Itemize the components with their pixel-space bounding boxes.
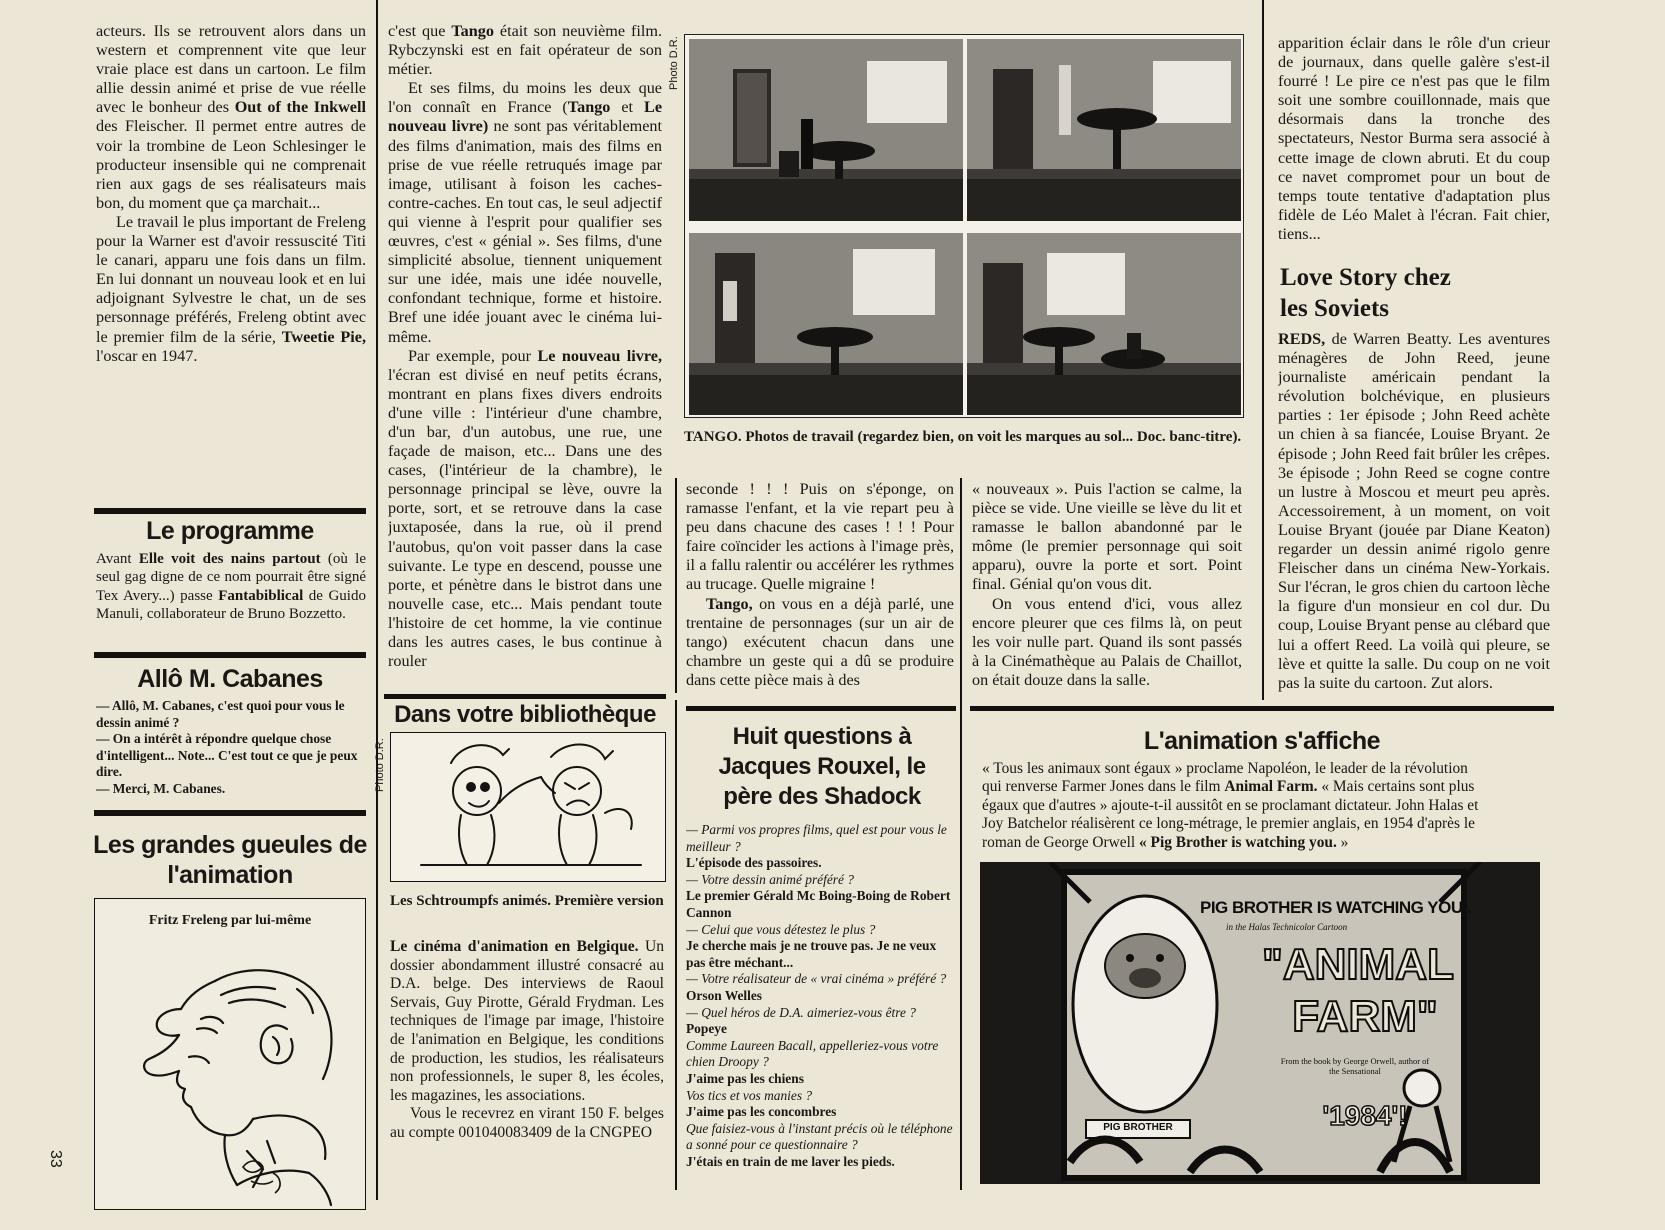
programme-heading: Le programme xyxy=(146,517,314,545)
poster-title-2: FARM" xyxy=(1292,992,1438,1041)
rouxel-question: — Parmi vos propres films, quel est pour vous le meilleur ? xyxy=(686,822,947,854)
poster-from-line: From the book by George Orwell, author of the Sensational xyxy=(1280,1056,1430,1076)
reds-title: REDS, xyxy=(1278,330,1326,348)
rouxel-answer: Orson Welles xyxy=(686,987,763,1003)
rouxel-answer: Je cherche mais je ne trouve pas. Je ne veux pas être méchant... xyxy=(686,938,937,970)
column-rule xyxy=(960,700,962,1190)
rouxel-question: — Votre réalisateur de « vrai cinéma » préféré ? xyxy=(686,971,947,987)
cabanes-text xyxy=(96,698,366,798)
tango-still-4 xyxy=(967,233,1241,415)
programme-t2: (où le seul gag digne de ce nom pourrait être signé Tex Avery...) passe xyxy=(96,551,366,604)
rouxel-answer: L'épisode des passoires. xyxy=(686,855,822,871)
col2-p1b: Tango xyxy=(451,22,494,40)
tango-still-2 xyxy=(967,39,1241,221)
col1-para1: acteurs. Ils se retrouvent alors dans un western et comprennent vite que leur vraie place est dans un cartoon. Le film allie dessin animé et prise de vue réelle avec le bonheur des xyxy=(96,22,366,117)
rouxel-question: Comme Laureen Bacall, appelleriez-vous votre chien Droopy ? xyxy=(686,1037,939,1070)
rouxel-qa-7 xyxy=(686,1088,956,1121)
biblio-book-title: Le cinéma d'animation en Belgique. xyxy=(390,938,639,955)
col1-para1-end: des Fleischer. Il permet entre autres de voir la trombine de Leon Schlesinger le producteur insensible qui ne comprenait rien aux gags de ses réalisateurs mais bon, du moment que ça marchait... xyxy=(96,117,366,212)
rouxel-question: Vos tics et vos manies ? xyxy=(686,1087,813,1103)
page-number: 33 xyxy=(47,1150,64,1168)
column-rule xyxy=(675,700,677,1190)
column-rule xyxy=(376,0,378,1200)
col1-para1-bold: Out of the Inkwell xyxy=(234,98,366,117)
biblio-body: Un dossier abondamment illustré consacré au D.A. belge. Des interviews de Raoul Servais, Guy Pirotte, Gérald Frydman. Les techniques de l'image par image, l'histoire de l'animation en Belgique, les conditions de production, les studios, les réalisateurs non professionnels, le super 8, les écoles, les magazines, les associations. xyxy=(390,938,664,1104)
poster-1984: '1984'! xyxy=(1322,1100,1408,1131)
col3-p2a: Tango, xyxy=(706,594,753,613)
section-rule xyxy=(970,706,1554,711)
column-2-text xyxy=(388,22,662,671)
reds-body: de Warren Beatty. Les aventures ménagères de John Reed, jeune journaliste américain pendant la révolution bolchévique, en plusieurs parties : 1er épisode ; John Reed achète un chien à sa fiancée, Louise Bryant. 2e épisode ; John Reed fait brûler les crêpes. 3e épisode ; John Reed se cogne contre un lustre à Moscou et meurt peu après. Accessoirement, à un moment, on voit Louise Bryant (jouée par Diane Keaton) regarder un dessin animé rigolo genre Fleischer dans un cinéma New-Yorkais. Sur l'écran, le gros chien du cartoon lèche la figure d'un monsieur en col dur. Du coup, Louise Bryant pense au clébard que lui a offert Reed. La voilà qui pleure, se lève et quitte la salle. Du coup on ne voit pas la suite du cartoon. Zut alors. xyxy=(1278,330,1550,692)
rouxel-answer: J'aime pas les concombres xyxy=(686,1104,837,1120)
affiche-b1: Animal Farm. xyxy=(1224,778,1318,796)
affiche-b2: « Pig Brother is watching you. xyxy=(1139,833,1337,851)
biblio-text xyxy=(390,938,664,1143)
reds-text xyxy=(1278,330,1550,693)
col2-p2e: ne sont pas véritablement des films d'animation, mais des films en prise de vue réelle retruqués image par image, utilisant à foison les caches-contre-caches. En tout cas, le seul adjectif qui vienne à l'esprit pour qualifier ses œuvres, c'est « génial ». Ses films, d'une simplicité absolue, tiennent uniquement sur une idée, mais une idée nouvelle, confondant technique, forme et histoire. Bref une idée jouant avec le cinéma lui-même. xyxy=(388,117,662,346)
col2-p2c: et xyxy=(610,98,645,117)
rouxel-question: — Celui que vous détestez le plus ? xyxy=(686,921,876,937)
rouxel-answer: J'aime pas les chiens xyxy=(686,1070,804,1086)
love-story-heading: Love Story chez les Soviets xyxy=(1280,264,1451,322)
col2-p1a: c'est que xyxy=(388,22,452,40)
col2-p3a: Par exemple, pour xyxy=(408,346,538,365)
section-rule xyxy=(94,652,366,658)
rouxel-interview xyxy=(686,822,956,1170)
col3-p2b: on vous en a déjà parlé, une trentaine de personnages (sur un air de tango) exécutent chacun dans une chambre un geste qui a dû se produire dans cette pièce mais à des xyxy=(686,594,954,689)
affiche-t1: « Tous les animaux sont égaux » proclame Napoléon, le leader de la révolution qui renverse Farmer Jones dans le film xyxy=(982,760,1468,796)
affiche-t3: » xyxy=(1336,833,1349,851)
rouxel-qa-1 xyxy=(686,822,956,872)
col1-para2-bold: Tweetie Pie, xyxy=(281,327,366,346)
col2-p2b: Tango xyxy=(567,98,611,117)
col2-p2d: Le nouveau livre) xyxy=(388,98,662,136)
biblio-heading: Dans votre bibliothèque xyxy=(394,701,656,728)
col3-p1: seconde ! ! ! Puis on s'éponge, on ramasse l'enfant, et la vie repart peu à peu dans chacune des cases ! ! ! Pour faire coïncider les actions à l'image près, il a fallu ralentir ou accélérer les rythmes au trucage. Quelle migraine ! xyxy=(686,480,954,594)
col4-p2: On vous entend d'ici, vous allez encore pleurer que ces films là, on peut les voir nulle part. Quand ils sont passés à la Cinémathèque au Palais de Chaillot, on était douze dans la salle. xyxy=(972,594,1242,689)
tango-caption: TANGO. Photos de travail (regardez bien, on voit les marques au sol... Doc. banc-titre). xyxy=(684,429,1242,445)
rouxel-answer: Le premier Gérald Mc Boing-Boing de Robert Cannon xyxy=(686,888,951,920)
programme-t1: Avant xyxy=(96,551,139,567)
rouxel-qa-5 xyxy=(686,1005,956,1038)
section-rule xyxy=(94,810,366,816)
rouxel-qa-2 xyxy=(686,872,956,922)
rouxel-answer: J'étais en train de me laver les pieds. xyxy=(686,1153,895,1169)
column-rule xyxy=(675,478,677,693)
rouxel-qa-8 xyxy=(686,1121,956,1171)
col4-p1: « nouveaux ». Puis l'action se calme, la pièce se vide. Une vieille se lève du lit et ramasse le ballon abandonné par le môme (le premier personnage qui soit apparu), ouvre la porte et sort. Point final. Génial qu'on vous dit. xyxy=(972,480,1242,594)
freleng-illustration-frame xyxy=(94,898,366,1210)
section-rule xyxy=(94,508,366,514)
rouxel-qa-3 xyxy=(686,922,956,972)
tango-photo-credit: Photo D.R. xyxy=(668,36,680,90)
schtroumpfs-drawing xyxy=(391,733,663,879)
col2-p1c: était son neuvième film. Rybczynski est en fait opérateur de son métier. xyxy=(388,22,662,79)
poster-title-1: "ANIMAL xyxy=(1262,940,1454,989)
rouxel-qa-6 xyxy=(686,1038,956,1088)
section-rule xyxy=(384,694,666,699)
rouxel-question: — Votre dessin animé préféré ? xyxy=(686,871,854,887)
cabanes-heading: Allô M. Cabanes xyxy=(137,665,323,693)
tango-still-1 xyxy=(689,39,963,221)
col2-p3c: l'écran est divisé en neuf petits écrans, montrant en plans fixes divers endroits d'une ville : l'intérieur d'une chambre, d'un bar, d'un autobus, une rue, une façade de maison, etc... Dans une des cases, (l'intérieur de la chambre), le personnage principal se lève, ouvre la porte, sort, et se retrouve dans la case juxtaposée, dans la rue, où il prend l'autobus, qu'on voit passer dans la case suivante. Le type en descend, pousse une porte, et pénètre dans le bistrot dans une nouvelle case, etc... Mais pendant toute l'histoire de cet homme, la vie continue dans les autres cases, le bus continue à rouler xyxy=(388,365,662,671)
col1-para2-end: l'oscar en 1947. xyxy=(96,346,198,365)
biblio-caption: Les Schtroumpfs animés. Première version xyxy=(390,893,664,909)
tango-still-3 xyxy=(689,233,963,415)
biblio-order: Vous le recevrez en virant 150 F. belges au compte 001040083409 de la CNGPEO xyxy=(390,1105,664,1141)
tango-photo-grid xyxy=(684,34,1244,418)
col5-p1: apparition éclair dans le rôle d'un crieur de journaux, dans quelle galère s'est-il fourré ! Le pire ce n'est pas que le film soit une sombre couillonnade, mais que désormais dans la tronche des spectateurs, Nestor Burma sera associé à cette image de clown abruti. Et du coup ce navet compromet pour un bout de temps toute tentative d'adaptation plus fidèle de Léo Malet à l'écran. Fait chier, tiens... xyxy=(1278,34,1550,243)
rouxel-heading: Huit questions à Jacques Rouxel, le père des Shadock xyxy=(718,723,926,810)
affiche-t2: « Mais certains sont plus égaux que d'autres » ajoute-t-il aussitôt en se proclamant dictateur. John Halas et Joy Batchelor réalisèrent ce long-métrage, le premier anglais, en 1954 d'après le roman de George Orwell xyxy=(982,778,1479,851)
column-1-text xyxy=(96,22,366,366)
poster-sub-line: in the Halas Technicolor Cartoon xyxy=(1226,922,1348,932)
column-4-text xyxy=(972,480,1242,690)
affiche-heading: L'animation s'affiche xyxy=(1143,727,1381,755)
animal-farm-photo xyxy=(980,862,1540,1184)
col2-p2a: Et ses films, du moins les deux que l'on connaît en France ( xyxy=(388,79,662,117)
programme-b1: Elle voit des nains partout xyxy=(138,551,321,567)
freleng-caption: Fritz Freleng par lui-même xyxy=(148,913,312,928)
programme-t3: de Guido Manuli, collaborateur de Bruno Bozzetto. xyxy=(96,587,366,623)
rouxel-question: — Quel héros de D.A. aimeriez-vous être ? xyxy=(686,1004,916,1020)
gueules-heading: Les grandes gueules de l'animation xyxy=(93,831,367,889)
column-3-text xyxy=(686,480,954,690)
col2-p3b: Le nouveau livre, xyxy=(537,346,662,365)
col1-para2: Le travail le plus important de Freleng pour la Warner est d'avoir ressuscité Titi le canari, apparu une fois dans un film. En lui donnant un nouveau look et en lui adjoignant Sylvestre le chat, un de ses personnage préférés, Freleng obtint avec le premier film de la série, xyxy=(96,212,366,346)
column-rule xyxy=(960,478,962,700)
rouxel-question: Que faisiez-vous à l'instant précis où le téléphone a sonné pour ce questionnaire ? xyxy=(686,1120,953,1153)
cabanes-q1: — Allô, M. Cabanes, c'est quoi pour vous le dessin animé ? xyxy=(96,698,345,730)
poster-sign: PIG BROTHER xyxy=(1103,1122,1173,1133)
biblio-photo-credit: Photo D.R. xyxy=(374,738,386,792)
cabanes-a1: — On a intérêt à répondre quelque chose d'intelligent... Note... C'est tout ce que je peux dire. xyxy=(96,731,358,780)
schtroumpfs-illustration xyxy=(390,732,666,882)
rouxel-qa-4 xyxy=(686,971,956,1004)
programme-text xyxy=(96,550,366,624)
programme-b2: Fantabiblical xyxy=(218,587,304,604)
cabanes-a2: — Merci, M. Cabanes. xyxy=(96,780,226,796)
freleng-self-portrait xyxy=(97,937,365,1207)
poster-top-line: PIG BROTHER IS WATCHING YOU.. xyxy=(1200,898,1472,917)
rouxel-answer: Popeye xyxy=(686,1021,727,1037)
affiche-text xyxy=(982,760,1488,852)
column-5-text xyxy=(1278,34,1550,244)
section-rule xyxy=(686,706,956,711)
column-rule xyxy=(1262,0,1264,700)
